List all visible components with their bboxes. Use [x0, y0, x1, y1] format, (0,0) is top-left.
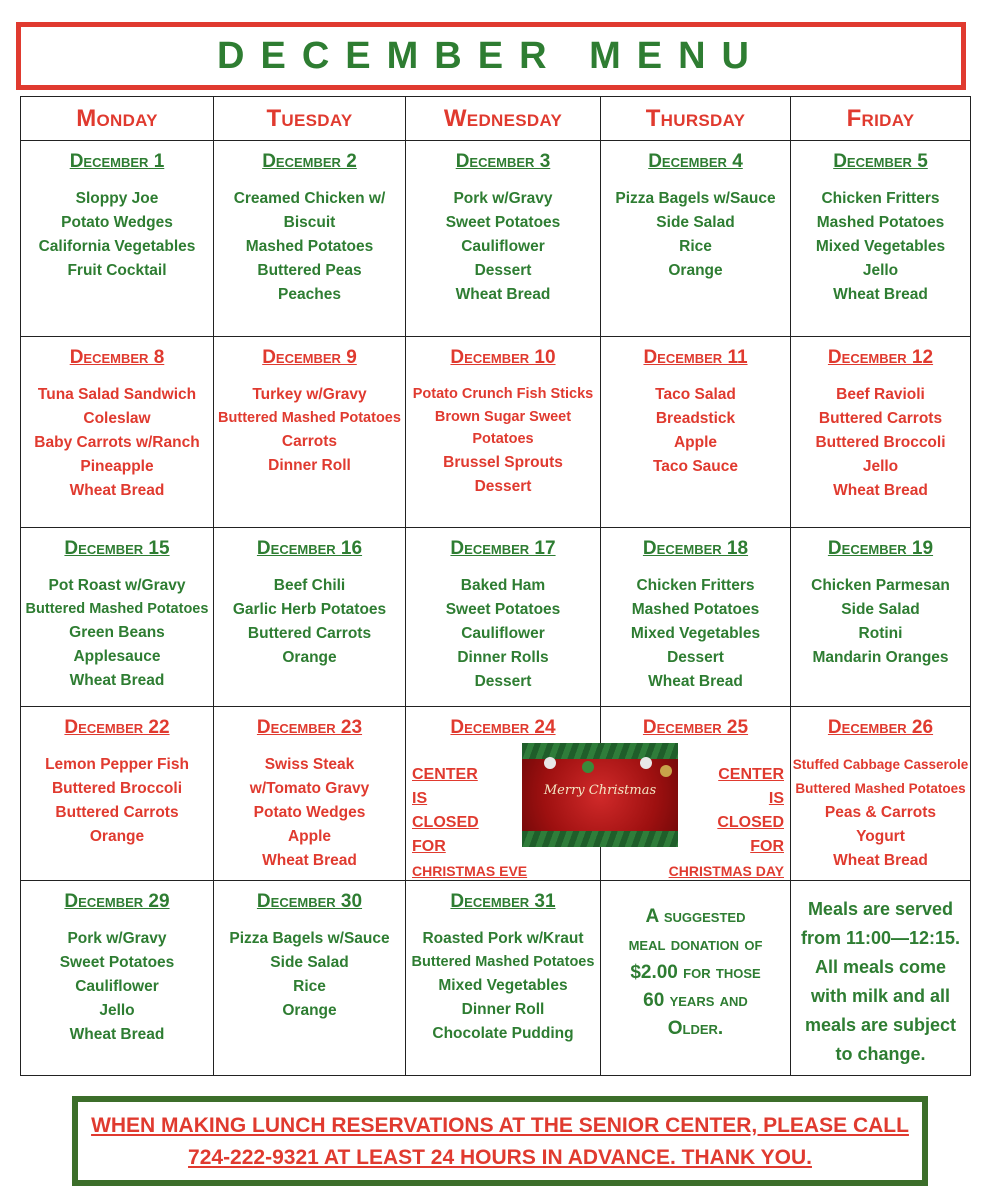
menu-item: Wheat Bread	[69, 1026, 165, 1043]
menu-item: Orange	[668, 262, 723, 279]
week-row-3	[21, 528, 971, 707]
day-cell	[406, 337, 601, 528]
menu-item: Creamed Chicken w/	[233, 190, 386, 207]
menu-item: California Vegetables	[38, 238, 196, 255]
menu-item: Baby Carrots w/Ranch	[34, 434, 200, 451]
week-row-5	[21, 881, 971, 1076]
date-label: December 18	[642, 538, 749, 559]
week-row-1	[21, 141, 971, 337]
date-label: December 17	[450, 538, 556, 559]
day-cell	[406, 881, 601, 1076]
day-cell	[21, 707, 214, 881]
menu-item: Sweet Potatoes	[445, 601, 561, 618]
day-cell	[21, 337, 214, 528]
menu-item: Buttered Mashed Potatoes	[411, 954, 595, 970]
menu-item: Mandarin Oranges	[812, 649, 949, 666]
day-cell	[406, 528, 601, 707]
day-header-wednesday: Wednesday	[406, 97, 601, 141]
day-header-row	[21, 97, 971, 141]
menu-item: Lemon Pepper Fish	[45, 756, 189, 773]
menu-item: Potato Wedges	[253, 804, 366, 821]
garland-bottom	[522, 831, 678, 847]
menu-item: Rotini	[858, 625, 903, 642]
menu-item: Baked Ham	[460, 577, 546, 594]
day-cell	[214, 881, 406, 1076]
menu-item: Sloppy Joe	[75, 190, 159, 207]
menu-item: Beef Chili	[273, 577, 346, 594]
ornament-icon	[640, 757, 652, 769]
closed-cell-content	[406, 707, 600, 739]
closed-cell-content	[601, 707, 790, 739]
menu-item: Sweet Potatoes	[445, 214, 561, 231]
day-cell	[791, 528, 971, 707]
date-label: December 22	[64, 717, 170, 738]
week-row-4	[21, 707, 971, 881]
menu-item: w/Tomato Gravy	[249, 780, 370, 797]
menu-item: Coleslaw	[83, 410, 151, 427]
christmas-image	[522, 743, 678, 847]
menu-item: Apple	[287, 828, 332, 845]
menu-item: Wheat Bread	[833, 852, 928, 869]
menu-item: Carrots	[281, 432, 338, 450]
closed-notice-line: CHRISTMAS EVE	[412, 863, 528, 879]
menu-item: Cauliflower	[75, 978, 159, 995]
date-label: December 26	[827, 717, 934, 738]
menu-item: Wheat Bread	[648, 673, 743, 690]
ornament-icon	[582, 761, 594, 773]
menu-item: Apple	[673, 434, 718, 451]
day-cell	[791, 337, 971, 528]
donation-line: 60 years and	[643, 990, 748, 1011]
menu-item: Pineapple	[80, 458, 154, 475]
menu-item: Taco Salad	[655, 386, 736, 403]
title-banner	[16, 22, 966, 90]
menu-item: Dinner Roll	[461, 1000, 545, 1018]
date-label: December 1	[69, 151, 165, 172]
day-header-tuesday: Tuesday	[214, 97, 406, 141]
day-cell	[214, 141, 406, 337]
menu-item: Buttered Mashed Potatoes	[795, 781, 966, 796]
date-label: December 19	[827, 538, 934, 559]
menu-item: Rice	[679, 238, 712, 255]
closed-notice-line: IS	[412, 790, 428, 807]
menu-item: Buttered Mashed Potatoes	[25, 601, 209, 617]
date-label: December 2	[262, 151, 357, 172]
menu-item: Buttered Peas	[257, 262, 362, 279]
date-label: December 10	[450, 347, 556, 368]
day-cell	[791, 141, 971, 337]
menu-item: Brussel Sprouts	[443, 453, 563, 471]
menu-item: Wheat Bread	[69, 671, 165, 689]
menu-item: Roasted Pork w/Kraut	[422, 930, 584, 947]
reservation-line-1: WHEN MAKING LUNCH RESERVATIONS AT THE SENIOR CENTER, PLEASE CALL	[91, 1114, 909, 1137]
page-title: DECEMBER MENU	[217, 35, 765, 77]
menu-item: Jello	[862, 458, 899, 475]
menu-item: Wheat Bread	[455, 286, 551, 303]
date-label: December 11	[643, 347, 748, 368]
date-label: December 31	[450, 891, 556, 912]
week-row-2	[21, 337, 971, 528]
date-label: December 16	[256, 538, 363, 559]
menu-item: Buttered Broccoli	[51, 780, 183, 797]
serving-text: Meals are served from 11:00—12:15. All meals come with milk and all meals are subject to change.	[800, 899, 961, 1064]
menu-item: Beef Ravioli	[836, 386, 925, 403]
date-label: December 4	[648, 151, 743, 172]
menu-item: Mashed Potatoes	[631, 601, 760, 618]
menu-item: Jello	[862, 262, 899, 279]
day-cell	[601, 141, 791, 337]
date-label: December 9	[262, 347, 357, 368]
closed-notice-line: IS	[768, 790, 784, 807]
date-label: December 5	[833, 151, 928, 172]
donation-note	[601, 881, 791, 1076]
donation-line: Older.	[667, 1018, 724, 1039]
menu-item: Yogurt	[856, 828, 905, 845]
menu-item: Biscuit	[283, 214, 336, 231]
day-cell	[601, 528, 791, 707]
day-cell	[21, 141, 214, 337]
menu-item: Buttered Carrots	[818, 410, 943, 427]
menu-item: Pot Roast w/Gravy	[48, 577, 186, 594]
menu-item: Orange	[282, 649, 337, 666]
menu-item: Cauliflower	[461, 238, 545, 255]
menu-item: Pizza Bagels w/Sauce	[615, 190, 776, 207]
day-header-friday: Friday	[791, 97, 971, 141]
menu-item: Mashed Potatoes	[245, 238, 374, 255]
closed-notice-line: FOR	[412, 838, 446, 855]
day-cell	[21, 528, 214, 707]
menu-item: Buttered Mashed Potatoes	[218, 410, 401, 426]
date-label: December 12	[827, 347, 934, 368]
menu-item: Taco Sauce	[652, 458, 738, 475]
menu-item: Pizza Bagels w/Sauce	[229, 930, 390, 947]
menu-item: Chicken Parmesan	[811, 577, 950, 594]
menu-item: Dessert	[474, 673, 532, 690]
closed-notice	[669, 763, 784, 883]
closed-notice-line: FOR	[750, 838, 784, 855]
day-header-thursday: Thursday	[601, 97, 791, 141]
closed-notice-line: CLOSED	[717, 814, 784, 831]
menu-item: Dinner Rolls	[457, 649, 549, 666]
date-label: December 24	[450, 717, 556, 738]
day-cell	[214, 528, 406, 707]
menu-calendar	[20, 96, 971, 1076]
menu-item: Peaches	[278, 286, 341, 303]
menu-item: Orange	[89, 828, 145, 845]
donation-text	[601, 881, 790, 1043]
menu-item: Brown Sugar Sweet Potatoes	[434, 408, 572, 447]
day-cell	[214, 707, 406, 881]
menu-item: Dessert	[474, 262, 532, 279]
closed-notice-line: CENTER	[718, 766, 784, 783]
menu-item: Buttered Carrots	[247, 625, 372, 642]
menu-item: Potato Wedges	[61, 214, 173, 231]
menu-item: Side Salad	[841, 601, 920, 618]
day-cell	[601, 337, 791, 528]
closed-notice-line: CLOSED	[412, 814, 479, 831]
day-header-monday: Monday	[21, 97, 214, 141]
menu-item: Mixed Vegetables	[815, 238, 946, 255]
ornament-icon	[660, 765, 672, 777]
menu-item: Rice	[293, 978, 326, 995]
date-label: December 15	[64, 538, 170, 559]
day-cell	[406, 141, 601, 337]
date-label: December 25	[642, 717, 749, 738]
christmas-image-text: Merry Christmas	[543, 783, 657, 798]
menu-item: Chocolate Pudding	[432, 1024, 574, 1042]
donation-line: A suggested	[645, 906, 746, 927]
date-label: December 8	[69, 347, 165, 368]
menu-item: Buttered Carrots	[55, 804, 179, 821]
menu-item: Dinner Roll	[268, 456, 351, 474]
menu-item: Breadstick	[655, 410, 736, 427]
menu-item: Turkey w/Gravy	[252, 386, 367, 403]
day-cell	[214, 337, 406, 528]
menu-item: Mixed Vegetables	[630, 625, 761, 642]
menu-item: Mixed Vegetables	[438, 976, 568, 994]
closed-notice-line: CENTER	[412, 766, 478, 783]
menu-item: Dessert	[474, 477, 532, 495]
menu-item: Dessert	[667, 649, 724, 666]
serving-note	[791, 881, 971, 1076]
donation-line: meal donation of	[628, 934, 763, 955]
menu-item: Wheat Bread	[69, 482, 165, 499]
menu-item: Sweet Potatoes	[59, 954, 175, 971]
garland-top	[522, 743, 678, 759]
donation-line: $2.00 for those	[630, 962, 761, 983]
menu-item: Applesauce	[73, 647, 161, 665]
closed-notice-line: CHRISTMAS DAY	[668, 863, 784, 879]
menu-item: Wheat Bread	[262, 852, 357, 869]
menu-item: Green Beans	[69, 623, 165, 641]
menu-item: Pork w/Gravy	[453, 190, 553, 207]
menu-item: Fruit Cocktail	[67, 262, 167, 279]
reservation-line-2: 724-222-9321 AT LEAST 24 HOURS IN ADVANCE. THANK YOU.	[188, 1146, 812, 1169]
menu-item: Pork w/Gravy	[67, 930, 167, 947]
date-label: December 23	[256, 717, 363, 738]
ornament-icon	[544, 757, 556, 769]
menu-item: Wheat Bread	[833, 482, 928, 499]
menu-item: Peas & Carrots	[824, 804, 937, 821]
menu-item: Buttered Broccoli	[815, 434, 946, 451]
menu-item: Cauliflower	[461, 625, 545, 642]
menu-item: Potato Crunch Fish Sticks	[412, 386, 594, 402]
date-label: December 29	[64, 891, 170, 912]
menu-item: Jello	[99, 1002, 135, 1019]
date-label: December 30	[256, 891, 363, 912]
menu-item: Orange	[282, 1002, 337, 1019]
menu-item: Swiss Steak	[264, 756, 355, 773]
menu-item: Wheat Bread	[833, 286, 928, 303]
menu-item: Mashed Potatoes	[816, 214, 945, 231]
menu-item: Chicken Fritters	[636, 577, 755, 594]
menu-item: Side Salad	[270, 954, 349, 971]
menu-item: Stuffed Cabbage Casserole	[792, 757, 969, 772]
closed-notice	[412, 763, 527, 883]
day-cell	[21, 881, 214, 1076]
menu-item: Garlic Herb Potatoes	[232, 601, 387, 618]
menu-item: Side Salad	[656, 214, 735, 231]
menu-item: Chicken Fritters	[821, 190, 940, 207]
menu-item: Tuna Salad Sandwich	[37, 386, 197, 403]
reservation-notice	[72, 1096, 928, 1186]
date-label: December 3	[455, 151, 551, 172]
day-cell	[791, 707, 971, 881]
